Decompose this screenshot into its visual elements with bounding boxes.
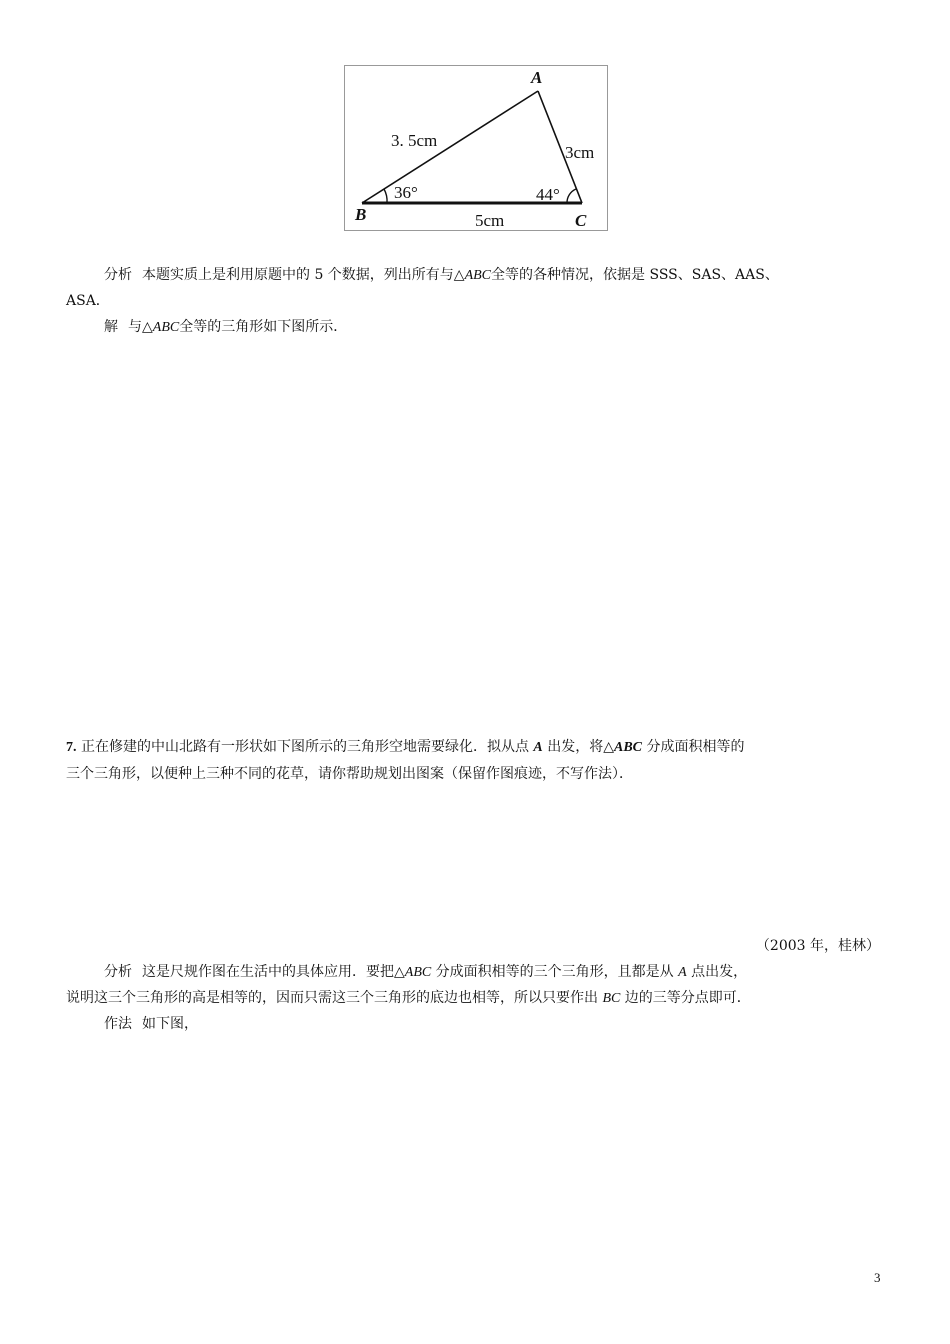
side-ab-length: 3. 5cm [391, 131, 438, 150]
angle-c-value: 44° [536, 185, 560, 204]
method-tag: 作法 [104, 1016, 132, 1032]
vertex-a-label: A [531, 68, 543, 87]
analysis-tag: 分析 [104, 267, 132, 283]
problem-7-line2: 三个三角形，以便种上三种不同的花草，请你帮助规划出图案（保留作图痕迹，不写作法）． [66, 766, 633, 782]
side-ac-length: 3cm [565, 143, 595, 162]
angle-c-arc [567, 189, 576, 203]
analysis-6-line2: ASA． [66, 293, 110, 309]
triangle-figure [344, 65, 608, 231]
side-ab-line [362, 91, 538, 203]
analysis-7-line1: 分析 这是尺规作图在生活中的具体应用．要把△ABC 分成面积相等的三个三角形，且都是从 A 点出发， [104, 964, 748, 980]
solution-6-line: 解 与△ABC全等的三角形如下图所示． [104, 319, 348, 335]
solution-tag: 解 [104, 319, 118, 335]
angle-b-arc [384, 189, 387, 203]
problem-7-line1: 7. 正在修建的中山北路有一形状如下图所示的三角形空地需要绿化．拟从点 A 出发，将△ABC 分成面积相等的 [66, 739, 745, 755]
vertex-b-label: B [355, 205, 367, 224]
problem-source: （2003 年，桂林） [755, 938, 880, 954]
triangle-diagram [345, 66, 609, 232]
analysis-tag: 分析 [104, 964, 132, 980]
analysis-7-line2: 说明这三个三角形的高是相等的，因而只需这三个三角形的底边也相等，所以只要作出 BC 边的三等分点即可． [66, 990, 751, 1006]
analysis-6-line1: 分析 本题实质上是利用原题中的 5 个数据，列出所有与△ABC全等的各种情况，依据是 SSS、SAS、AAS、 [104, 267, 779, 283]
page-number: 3 [874, 1270, 881, 1285]
problem-number: 7. [66, 740, 77, 755]
angle-b-value: 36° [394, 183, 418, 202]
method-7-line: 作法 如下图， [104, 1016, 198, 1032]
vertex-c-label: C [575, 211, 587, 230]
side-bc-length: 5cm [475, 211, 505, 230]
